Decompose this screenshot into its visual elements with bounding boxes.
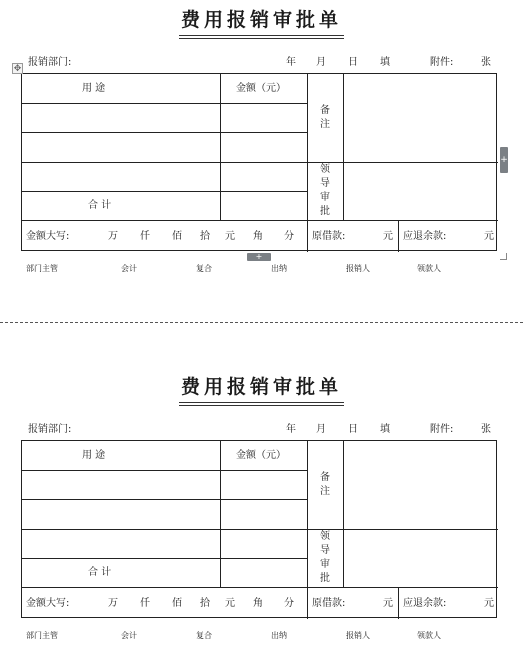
sig-dept-head: 部门主管 — [26, 631, 58, 640]
sig-accountant: 会计 — [121, 631, 137, 640]
unit-wan: 万 — [108, 598, 118, 609]
leader-approval-label: 领 导 审 批 — [320, 531, 330, 584]
sig-payee: 领款人 — [417, 631, 441, 640]
expense-table — [21, 73, 497, 251]
day-label: 日 — [348, 57, 358, 68]
unit-shi: 拾 — [200, 598, 210, 609]
col-use-header: 用 途 — [82, 450, 106, 461]
attach-label: 附件: — [430, 424, 454, 435]
sig-reviewer: 复合 — [196, 631, 212, 640]
unit-bai: 佰 — [172, 231, 182, 242]
sig-payee: 领款人 — [417, 264, 441, 273]
sig-cashier: 出纳 — [271, 264, 287, 273]
borrowed-label: 原借款: — [312, 598, 346, 609]
total-label: 合 计 — [88, 200, 112, 211]
borrowed-label: 原借款: — [312, 231, 346, 242]
col-use-header: 用 途 — [82, 83, 106, 94]
fill-label: 填 — [380, 57, 390, 68]
refund-label: 应退余款: — [403, 598, 447, 609]
unit-qian: 仟 — [140, 598, 150, 609]
month-label: 月 — [316, 57, 326, 68]
sig-cashier: 出纳 — [271, 631, 287, 640]
sig-reviewer: 复合 — [196, 264, 212, 273]
unit-qian: 仟 — [140, 231, 150, 242]
leader-approval-label: 领 导 审 批 — [320, 164, 330, 217]
dept-label: 报销部门: — [28, 424, 72, 435]
unit-shi: 拾 — [200, 231, 210, 242]
col-amount-header: 金额（元） — [236, 450, 286, 461]
unit-yuan: 元 — [225, 598, 235, 609]
unit-bai: 佰 — [172, 598, 182, 609]
refund-unit: 元 — [484, 598, 494, 609]
attach-label: 附件: — [430, 57, 454, 68]
fill-label: 填 — [380, 424, 390, 435]
sig-dept-head: 部门主管 — [26, 264, 58, 273]
attach-unit: 张 — [481, 424, 491, 435]
add-row-handle[interactable]: + — [247, 253, 271, 261]
dept-label: 报销部门: — [28, 57, 72, 68]
remarks-label: 备 注 — [320, 472, 330, 497]
unit-fen: 分 — [284, 598, 294, 609]
unit-fen: 分 — [284, 231, 294, 242]
form-title: 费用报销审批单 — [0, 5, 523, 36]
unit-jiao: 角 — [253, 598, 263, 609]
year-label: 年 — [286, 424, 296, 435]
refund-label: 应退余款: — [403, 231, 447, 242]
form-title: 费用报销审批单 — [0, 372, 523, 403]
unit-wan: 万 — [108, 231, 118, 242]
sig-claimant: 报销人 — [346, 264, 370, 273]
amount-words-label: 金额大写: — [26, 231, 70, 242]
sig-claimant: 报销人 — [346, 631, 370, 640]
borrowed-unit: 元 — [383, 231, 393, 242]
total-label: 合 计 — [88, 567, 112, 578]
month-label: 月 — [316, 424, 326, 435]
amount-words-label: 金额大写: — [26, 598, 70, 609]
page-break-line — [0, 322, 523, 323]
remarks-label: 备 注 — [320, 105, 330, 130]
col-amount-header: 金额（元） — [236, 83, 286, 94]
refund-unit: 元 — [484, 231, 494, 242]
year-label: 年 — [286, 57, 296, 68]
table-resize-handle[interactable] — [500, 253, 507, 260]
sig-accountant: 会计 — [121, 264, 137, 273]
day-label: 日 — [348, 424, 358, 435]
attach-unit: 张 — [481, 57, 491, 68]
unit-yuan: 元 — [225, 231, 235, 242]
borrowed-unit: 元 — [383, 598, 393, 609]
add-column-handle[interactable]: + — [500, 147, 508, 173]
unit-jiao: 角 — [253, 231, 263, 242]
table-move-handle-icon[interactable]: ✥ — [13, 64, 22, 74]
expense-table — [21, 440, 497, 618]
